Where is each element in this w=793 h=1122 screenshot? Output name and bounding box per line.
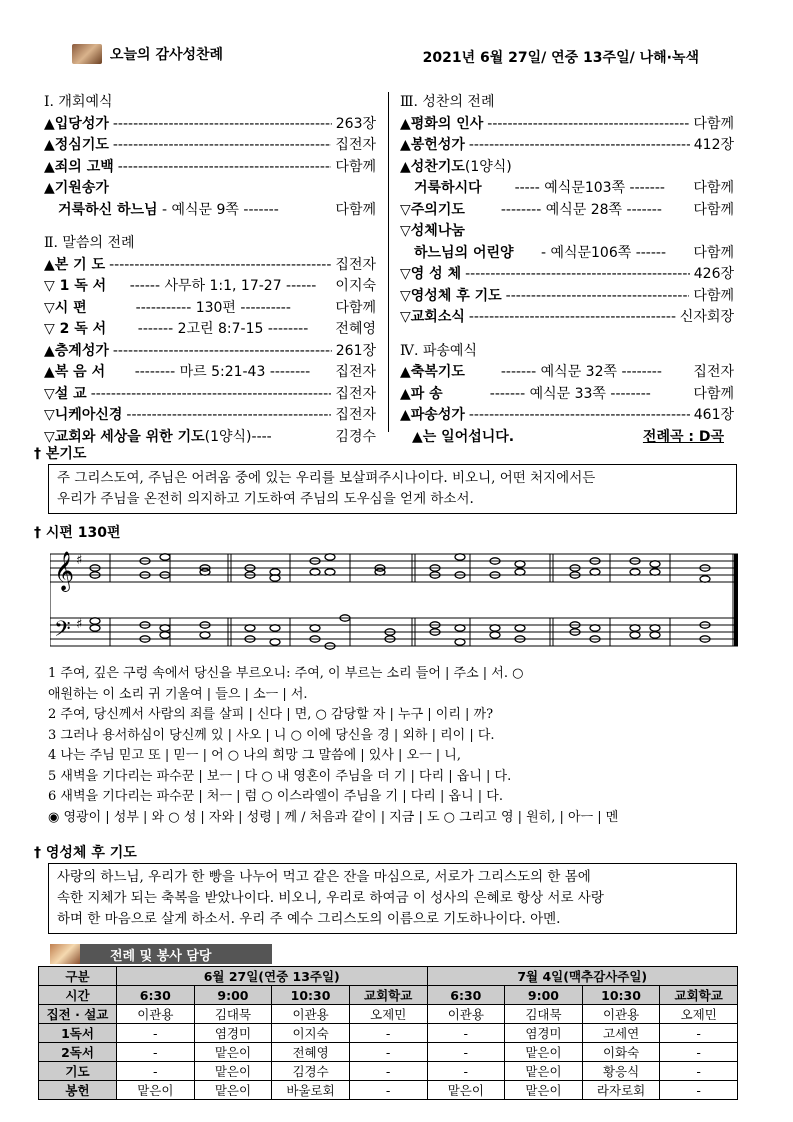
table-header-cell: 9:00 [505, 986, 583, 1005]
table-header-cell: 6월 27일(연중 13주일) [117, 967, 428, 986]
table-cell: 김대묵 [505, 1005, 583, 1024]
table-row [39, 967, 738, 986]
order-item: ▲본 기 도 ----- 집전자 [44, 255, 376, 277]
psalm-verse: 6 새벽을 기다리는 파수꾼 | 처ㅡ | 럼 ○ 이스라엘이 주님을 기 | 다리 | 옵니 | 다. [48, 789, 503, 804]
table-cell: - [117, 1043, 195, 1062]
order-item: ▲봉헌성가 ----- 412장 [400, 135, 734, 157]
table-cell: 바울로회 [272, 1081, 350, 1100]
psalm-title: † 시편 130편 [34, 525, 121, 541]
table-cell: 라자로회 [582, 1081, 660, 1100]
postcommunion-line: 하며 한 마음으로 살게 하소서. 우리 주 예수 그리스도의 이름으로 기도하나이다. 아멘. [57, 911, 561, 927]
table-cell: - [349, 1043, 427, 1062]
table-header-cell: 7월 4일(맥추감사주일) [427, 967, 738, 986]
duty-table-title: 전례 및 봉사 담당 [50, 944, 272, 964]
table-row [39, 1024, 738, 1043]
table-cell: 전혜영 [272, 1043, 350, 1062]
table-cell: 김경수 [272, 1062, 350, 1081]
header-left [72, 44, 223, 64]
table-cell: 이화숙 [582, 1043, 660, 1062]
table-row [39, 1005, 738, 1024]
postcommunion-line: 속한 지체가 되는 축복을 받았나이다. 비오니, 우리로 하여금 이 성사의 은혜로 항상 서로 사랑 [57, 890, 604, 906]
table-cell: 이관용 [272, 1005, 350, 1024]
psalm-verse: 4 나는 주님 믿고 또 | 믿ㅡ | 어 ○ 나의 희망 그 말씀에 | 있사 | 오ㅡ | 니, [48, 748, 461, 763]
collect-line: 주 그리스도여, 주님은 어려움 중에 있는 우리를 보살펴주시나이다. 비오니, 어떤 처지에서든 [57, 470, 596, 486]
order-item: ▲입당성가 ----- 263장 [44, 114, 376, 136]
psalm-doxology: ◉ 영광이 | 성부 | 와 ○ 성 | 자와 | 성령 | 께 / 처음과 같이 | 지금 | 도 ○ 그리고 영 | 원히, | 아ㅡ | 멘 [48, 809, 619, 825]
row-label: 봉헌 [39, 1081, 117, 1100]
table-cell: 고세연 [582, 1024, 660, 1043]
order-item: ▽교회와 세상을 위한 기도 (1양식)---- 김경수 [44, 428, 376, 445]
row-label: 집전 · 설교 [39, 1005, 117, 1024]
svg-text:𝄞: 𝄞 [54, 551, 75, 591]
table-cell: 맡은이 [117, 1081, 195, 1100]
svg-text:𝄢: 𝄢 [54, 617, 71, 647]
table-cell: 맡은이 [427, 1081, 505, 1100]
postcommunion-line: 사랑의 하느님, 우리가 한 빵을 나누어 먹고 같은 잔을 마심으로, 서로가 그리스도의 한 몸에 [57, 869, 591, 885]
order-item: ▲파송성가 ----- 461장 [400, 405, 734, 427]
table-cell: - [427, 1043, 505, 1062]
table-cell: - [427, 1062, 505, 1081]
order-item: ▲죄의 고백 ----- 다함께 [44, 157, 376, 179]
table-cell: 염경미 [505, 1024, 583, 1043]
table-header-cell: 구분 [39, 967, 117, 986]
table-cell: 맡은이 [194, 1062, 272, 1081]
order-item: ▽ 2 독 서 ------- 2고린 8:7-15 -------- 전혜영 [44, 321, 376, 337]
row-label: 1독서 [39, 1024, 117, 1043]
row-label: 기도 [39, 1062, 117, 1081]
order-item: ▽설 교 ----- 집전자 [44, 384, 376, 406]
table-header-cell: 6:30 [117, 986, 195, 1005]
psalm-verse: 애원하는 이 소리 귀 기울여 | 들으 | 소ㅡ | 서. [48, 686, 308, 702]
collect-title: † 본기도 [34, 446, 87, 462]
psalm-verse: 1 주여, 깊은 구렁 속에서 당신을 부르오니: 주여, 이 부르는 소리 들어 | 주소 | 서. ○ [48, 666, 524, 681]
service-date: 2021년 6월 27일/ 연중 13주일/ 나해·녹색 [422, 50, 699, 66]
order-item: ▽영성체 후 기도 ----- 다함께 [400, 286, 734, 308]
svg-text:♯: ♯ [76, 553, 83, 568]
psalm-verse: 2 주여, 당신께서 사람의 죄를 살피 | 신다 | 면, ○ 감당할 자 | 누구 | 이리 | 까? [48, 707, 494, 722]
table-cell: 오제민 [660, 1005, 738, 1024]
table-cell: 맡은이 [505, 1081, 583, 1100]
order-item: ▽니케아신경 ----- 집전자 [44, 405, 376, 427]
standing-note: ▲는 일어섭니다. [412, 428, 515, 445]
table-cell: 이관용 [117, 1005, 195, 1024]
collect-line: 우리가 주님을 온전히 의지하고 기도하여 주님의 도우심을 얻게 하소서. [57, 491, 474, 507]
order-item: ▽성체나눔 [400, 223, 465, 239]
table-cell: - [349, 1081, 427, 1100]
liturgy-tune-note: 전례곡 : D곡 [642, 428, 724, 445]
table-cell: - [117, 1062, 195, 1081]
table-cell: - [660, 1024, 738, 1043]
order-item: 거룩하신 하느님 - 예식문 9쪽 ------- 다함께 [58, 201, 376, 218]
order-item: ▽주의기도 -------- 예식문 28쪽 ------- 다함께 [400, 201, 734, 218]
order-item: ▲파 송 ------- 예식문 33쪽 -------- 다함께 [400, 385, 734, 402]
order-left-column [44, 92, 376, 448]
order-item: ▲성찬기도 (1양식) [400, 158, 512, 175]
psalm-text [48, 664, 748, 828]
duty-table [38, 966, 738, 1100]
table-header-cell: 교회학교 [349, 986, 427, 1005]
table-cell: - [349, 1024, 427, 1043]
table-header-cell: 9:00 [194, 986, 272, 1005]
table-cell: - [660, 1043, 738, 1062]
table-row [39, 1062, 738, 1081]
table-cell: 이관용 [582, 1005, 660, 1024]
order-item: ▽교회소식 ----- 신자회장 [400, 307, 734, 329]
order-item: ▲정심기도 ----- 집전자 [44, 135, 376, 157]
table-cell: 이관용 [427, 1005, 505, 1024]
section-opening-title: Ⅰ. 개회예식 [44, 94, 113, 110]
table-header-cell: 6:30 [427, 986, 505, 1005]
table-header-cell: 시간 [39, 986, 117, 1005]
table-cell: 오제민 [349, 1005, 427, 1024]
table-cell: 맡은이 [505, 1062, 583, 1081]
table-cell: 이지숙 [272, 1024, 350, 1043]
psalm-verse: 5 새벽을 기다리는 파수꾼 | 보ㅡ | 다 ○ 내 영혼이 주님을 더 기 | 다리 | 옵니 | 다. [48, 768, 512, 784]
table-cell: - [349, 1062, 427, 1081]
collect-box [48, 464, 737, 514]
order-item: ▲층계성가 ----- 261장 [44, 341, 376, 363]
order-item: ▲복 음 서 -------- 마르 5:21-43 -------- 집전자 [44, 364, 376, 380]
postcommunion-title: † 영성체 후 기도 [34, 845, 137, 861]
altar-image-icon [50, 944, 80, 964]
table-header-cell: 10:30 [582, 986, 660, 1005]
psalm-verse: 3 그러나 용서하심이 당신께 있 | 사오 | 니 ○ 이에 당신을 경 | 외하 | 리이 | 다. [48, 727, 495, 743]
psalm-tone-score [50, 542, 742, 654]
table-header-cell: 10:30 [272, 986, 350, 1005]
table-cell: 김대묵 [194, 1005, 272, 1024]
order-item: 하느님의 어린양 - 예식문106쪽 ------ 다함께 [414, 244, 734, 261]
order-item: ▽영 성 체 ----- 426장 [400, 264, 734, 286]
table-row [39, 1081, 738, 1100]
column-divider [388, 92, 389, 432]
table-cell: 황응식 [582, 1062, 660, 1081]
altar-image-icon [72, 44, 102, 64]
order-item: ▲기원송가 [44, 180, 109, 196]
section-eucharist-title: Ⅲ. 성찬의 전례 [400, 94, 495, 110]
table-cell: 맡은이 [194, 1081, 272, 1100]
row-label: 2독서 [39, 1043, 117, 1062]
table-cell: - [427, 1024, 505, 1043]
table-cell: 맡은이 [194, 1043, 272, 1062]
table-row [39, 1043, 738, 1062]
table-cell: - [117, 1024, 195, 1043]
table-cell: 맡은이 [505, 1043, 583, 1062]
order-item: ▽ 1 독 서 ------ 사무하 1:1, 17-27 ------ 이지숙 [44, 278, 376, 294]
table-cell: - [660, 1062, 738, 1081]
order-item: 거룩하시다 ----- 예식문103쪽 ------- 다함께 [414, 180, 734, 196]
table-header-cell: 교회학교 [660, 986, 738, 1005]
service-title: 오늘의 감사성찬례 [110, 47, 224, 63]
order-item: ▲축복기도 ------- 예식문 32쪽 -------- 집전자 [400, 364, 734, 380]
table-cell: 염경미 [194, 1024, 272, 1043]
section-word-title: Ⅱ. 말씀의 전례 [44, 235, 135, 251]
postcommunion-box [48, 863, 737, 934]
order-right-column [400, 92, 734, 448]
section-dismissal-title: Ⅳ. 파송예식 [400, 342, 477, 359]
table-cell: - [660, 1081, 738, 1100]
order-item: ▽시 편 ----------- 130편 ---------- 다함께 [44, 299, 376, 316]
svg-text:♯: ♯ [76, 617, 83, 632]
order-item: ▲평화의 인사 ----- 다함께 [400, 114, 734, 136]
table-row [39, 986, 738, 1005]
notes-row [400, 427, 734, 449]
